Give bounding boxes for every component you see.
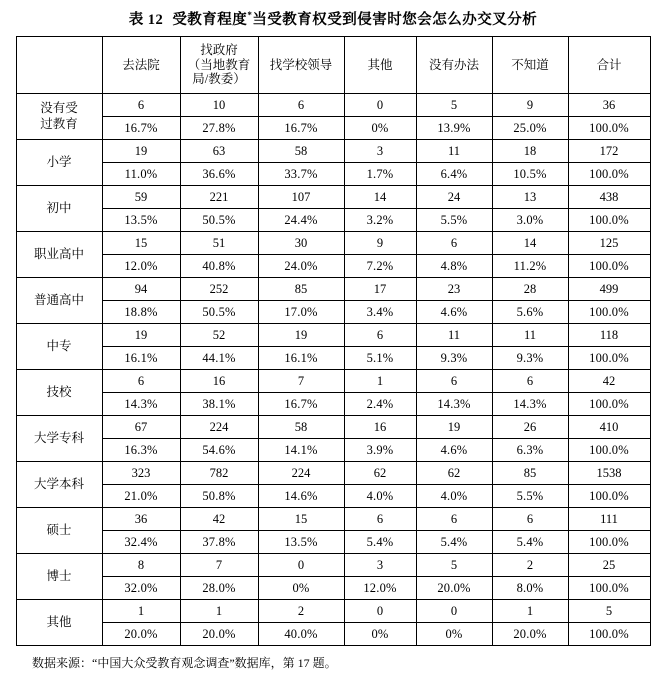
crosstab-table	[16, 36, 651, 646]
cell-count: 25	[568, 554, 650, 577]
table-row	[16, 301, 650, 324]
column-header-no-way	[416, 37, 492, 94]
row-label-regular-high	[16, 278, 102, 324]
cell-count: 0	[344, 94, 416, 117]
table-title-rest: 当受教育权受到侵害时您会怎么办交叉分析	[252, 12, 538, 28]
cell-count: 94	[102, 278, 180, 301]
cell-percent: 0%	[344, 117, 416, 140]
cell-percent: 1.7%	[344, 163, 416, 186]
column-header-line: 其他	[367, 57, 393, 72]
column-header-government	[180, 37, 258, 94]
cell-percent: 5.6%	[492, 301, 568, 324]
table-title	[0, 0, 666, 36]
cell-count: 224	[258, 462, 344, 485]
cell-percent: 36.6%	[180, 163, 258, 186]
cell-percent: 0%	[344, 623, 416, 646]
row-label-line: 博士	[46, 568, 72, 583]
cell-percent: 4.8%	[416, 255, 492, 278]
cell-count: 6	[258, 94, 344, 117]
cell-percent: 100.0%	[568, 301, 650, 324]
table-row	[16, 577, 650, 600]
cell-percent: 13.5%	[258, 531, 344, 554]
cell-percent: 16.3%	[102, 439, 180, 462]
cell-count: 13	[492, 186, 568, 209]
cell-count: 5	[568, 600, 650, 623]
cell-percent: 40.0%	[258, 623, 344, 646]
cell-percent: 5.4%	[344, 531, 416, 554]
cell-percent: 13.9%	[416, 117, 492, 140]
table-row	[16, 140, 650, 163]
cell-count: 7	[258, 370, 344, 393]
cell-percent: 4.6%	[416, 301, 492, 324]
row-label-line: 初中	[46, 200, 72, 215]
cell-percent: 5.5%	[492, 485, 568, 508]
cell-count: 11	[416, 140, 492, 163]
cell-percent: 13.5%	[102, 209, 180, 232]
cell-count: 23	[416, 278, 492, 301]
table-row	[16, 531, 650, 554]
cell-count: 85	[258, 278, 344, 301]
cell-count: 252	[180, 278, 258, 301]
cell-count: 19	[102, 324, 180, 347]
column-header-total	[568, 37, 650, 94]
cell-count: 63	[180, 140, 258, 163]
cell-count: 1	[492, 600, 568, 623]
cell-count: 410	[568, 416, 650, 439]
row-label-line: 小学	[46, 154, 72, 169]
cell-percent: 25.0%	[492, 117, 568, 140]
cell-count: 172	[568, 140, 650, 163]
cell-count: 14	[344, 186, 416, 209]
cell-count: 3	[344, 554, 416, 577]
column-header-line: 不知道	[511, 57, 549, 72]
cell-count: 52	[180, 324, 258, 347]
table-body	[16, 94, 650, 646]
cell-percent: 11.0%	[102, 163, 180, 186]
row-label-vocational-high	[16, 232, 102, 278]
cell-percent: 50.5%	[180, 301, 258, 324]
cell-count: 19	[102, 140, 180, 163]
cell-count: 2	[492, 554, 568, 577]
cell-percent: 10.5%	[492, 163, 568, 186]
table-row	[16, 278, 650, 301]
cell-count: 19	[416, 416, 492, 439]
cell-percent: 100.0%	[568, 209, 650, 232]
table-row	[16, 623, 650, 646]
cell-count: 42	[568, 370, 650, 393]
cell-count: 9	[492, 94, 568, 117]
cell-percent: 4.6%	[416, 439, 492, 462]
cell-percent: 12.0%	[102, 255, 180, 278]
column-header-line: 找学校领导	[269, 57, 333, 72]
cell-count: 1	[102, 600, 180, 623]
row-label-bachelor	[16, 462, 102, 508]
cell-count: 42	[180, 508, 258, 531]
cell-count: 15	[258, 508, 344, 531]
cell-count: 125	[568, 232, 650, 255]
column-header-court	[102, 37, 180, 94]
table-row	[16, 393, 650, 416]
table-row	[16, 416, 650, 439]
row-label-other	[16, 600, 102, 646]
cell-percent: 3.9%	[344, 439, 416, 462]
cell-percent: 4.0%	[416, 485, 492, 508]
cell-count: 0	[258, 554, 344, 577]
cell-percent: 38.1%	[180, 393, 258, 416]
row-label-line: 硕士	[46, 522, 72, 537]
cell-count: 59	[102, 186, 180, 209]
cell-count: 1538	[568, 462, 650, 485]
cell-percent: 16.7%	[102, 117, 180, 140]
cell-count: 62	[344, 462, 416, 485]
cell-percent: 100.0%	[568, 439, 650, 462]
cell-count: 36	[102, 508, 180, 531]
cell-count: 5	[416, 554, 492, 577]
cell-count: 14	[492, 232, 568, 255]
cell-count: 62	[416, 462, 492, 485]
cell-percent: 28.0%	[180, 577, 258, 600]
cell-percent: 27.8%	[180, 117, 258, 140]
table-row	[16, 209, 650, 232]
cell-count: 5	[416, 94, 492, 117]
table-title-text: 受教育程度	[172, 12, 248, 28]
cell-percent: 54.6%	[180, 439, 258, 462]
cell-count: 111	[568, 508, 650, 531]
cell-percent: 12.0%	[344, 577, 416, 600]
cell-count: 58	[258, 416, 344, 439]
cell-percent: 5.4%	[492, 531, 568, 554]
cell-count: 0	[416, 600, 492, 623]
cell-percent: 20.0%	[492, 623, 568, 646]
cell-count: 15	[102, 232, 180, 255]
row-label-line: 大学专科	[33, 430, 84, 445]
cell-count: 0	[344, 600, 416, 623]
cell-count: 6	[416, 508, 492, 531]
column-header-line: 局/教委）	[192, 72, 246, 87]
cell-percent: 24.0%	[258, 255, 344, 278]
cell-percent: 20.0%	[180, 623, 258, 646]
cell-percent: 6.3%	[492, 439, 568, 462]
cell-percent: 21.0%	[102, 485, 180, 508]
column-header-line: 没有办法	[428, 57, 479, 72]
table-row	[16, 163, 650, 186]
cell-percent: 24.4%	[258, 209, 344, 232]
cell-count: 28	[492, 278, 568, 301]
cell-percent: 50.8%	[180, 485, 258, 508]
cell-count: 107	[258, 186, 344, 209]
cell-percent: 37.8%	[180, 531, 258, 554]
cell-percent: 14.3%	[492, 393, 568, 416]
cell-percent: 16.1%	[258, 347, 344, 370]
cell-count: 6	[102, 94, 180, 117]
row-label-line: 过教育	[40, 116, 78, 131]
column-header-school-leader	[258, 37, 344, 94]
column-header-dont-know	[492, 37, 568, 94]
cell-count: 24	[416, 186, 492, 209]
cell-percent: 14.3%	[102, 393, 180, 416]
cell-count: 323	[102, 462, 180, 485]
cell-percent: 0%	[258, 577, 344, 600]
cell-percent: 100.0%	[568, 623, 650, 646]
table-row	[16, 554, 650, 577]
row-label-junior-high	[16, 186, 102, 232]
cell-percent: 100.0%	[568, 531, 650, 554]
cell-percent: 6.4%	[416, 163, 492, 186]
cell-count: 17	[344, 278, 416, 301]
cell-count: 438	[568, 186, 650, 209]
title-footnote-marker: *	[247, 10, 253, 21]
table-row	[16, 508, 650, 531]
cell-percent: 16.7%	[258, 117, 344, 140]
table-row	[16, 370, 650, 393]
cell-count: 2	[258, 600, 344, 623]
cell-count: 224	[180, 416, 258, 439]
cell-percent: 8.0%	[492, 577, 568, 600]
row-label-line: 中专	[46, 338, 72, 353]
cell-percent: 9.3%	[492, 347, 568, 370]
cell-percent: 4.0%	[344, 485, 416, 508]
row-label-line: 技校	[46, 384, 72, 399]
cell-percent: 9.3%	[416, 347, 492, 370]
row-label-secondary-specialized	[16, 324, 102, 370]
cell-percent: 17.0%	[258, 301, 344, 324]
cell-count: 11	[416, 324, 492, 347]
cell-count: 1	[344, 370, 416, 393]
row-label-doctor	[16, 554, 102, 600]
row-label-line: 大学本科	[33, 476, 84, 491]
cell-percent: 14.1%	[258, 439, 344, 462]
cell-count: 1	[180, 600, 258, 623]
cell-count: 6	[416, 370, 492, 393]
cell-count: 26	[492, 416, 568, 439]
cell-percent: 16.7%	[258, 393, 344, 416]
column-header-line: 合计	[596, 57, 622, 72]
cell-count: 6	[344, 324, 416, 347]
row-label-line: 普通高中	[33, 292, 84, 307]
column-header-line: 找政府	[200, 42, 238, 57]
cell-count: 3	[344, 140, 416, 163]
table-row	[16, 255, 650, 278]
cell-percent: 11.2%	[492, 255, 568, 278]
cell-count: 51	[180, 232, 258, 255]
row-label-college	[16, 416, 102, 462]
cell-percent: 3.4%	[344, 301, 416, 324]
row-label-master	[16, 508, 102, 554]
table-row	[16, 600, 650, 623]
header-row	[16, 37, 650, 94]
cell-count: 16	[344, 416, 416, 439]
row-label-line: 职业高中	[33, 246, 84, 261]
cell-percent: 5.4%	[416, 531, 492, 554]
cell-count: 221	[180, 186, 258, 209]
header-corner	[16, 37, 102, 94]
cell-percent: 100.0%	[568, 577, 650, 600]
cell-percent: 32.4%	[102, 531, 180, 554]
cell-count: 30	[258, 232, 344, 255]
cell-count: 6	[102, 370, 180, 393]
cell-count: 118	[568, 324, 650, 347]
cell-count: 499	[568, 278, 650, 301]
table-row	[16, 94, 650, 117]
cell-percent: 50.5%	[180, 209, 258, 232]
cell-percent: 32.0%	[102, 577, 180, 600]
table-row	[16, 186, 650, 209]
cell-percent: 5.1%	[344, 347, 416, 370]
table-row	[16, 324, 650, 347]
table-row	[16, 439, 650, 462]
cell-count: 9	[344, 232, 416, 255]
table-number: 表 12	[128, 12, 164, 28]
cell-percent: 20.0%	[416, 577, 492, 600]
column-header-other	[344, 37, 416, 94]
table-row	[16, 462, 650, 485]
cell-percent: 7.2%	[344, 255, 416, 278]
cell-percent: 3.2%	[344, 209, 416, 232]
cell-percent: 100.0%	[568, 485, 650, 508]
cell-percent: 16.1%	[102, 347, 180, 370]
cell-percent: 3.0%	[492, 209, 568, 232]
cell-percent: 33.7%	[258, 163, 344, 186]
cell-count: 36	[568, 94, 650, 117]
row-label-none	[16, 94, 102, 140]
row-label-line: 没有受	[40, 100, 78, 115]
column-header-line: （当地教育	[187, 57, 251, 72]
table-header	[16, 37, 650, 94]
cell-percent: 40.8%	[180, 255, 258, 278]
cell-count: 6	[416, 232, 492, 255]
cell-percent: 2.4%	[344, 393, 416, 416]
table-source-note: 数据来源：“中国大众受教育观念调查”数据库，第 17 题。	[32, 656, 337, 670]
table-row	[16, 485, 650, 508]
cell-percent: 0%	[416, 623, 492, 646]
row-label-technical-school	[16, 370, 102, 416]
cell-count: 8	[102, 554, 180, 577]
cell-percent: 100.0%	[568, 393, 650, 416]
cell-count: 16	[180, 370, 258, 393]
cell-count: 10	[180, 94, 258, 117]
cell-percent: 20.0%	[102, 623, 180, 646]
cell-percent: 14.6%	[258, 485, 344, 508]
cell-percent: 100.0%	[568, 347, 650, 370]
row-label-line: 其他	[46, 614, 72, 629]
row-label-primary	[16, 140, 102, 186]
cell-percent: 44.1%	[180, 347, 258, 370]
cell-percent: 18.8%	[102, 301, 180, 324]
cell-percent: 14.3%	[416, 393, 492, 416]
cell-count: 6	[492, 370, 568, 393]
cell-count: 782	[180, 462, 258, 485]
table-row	[16, 347, 650, 370]
cell-count: 7	[180, 554, 258, 577]
cell-count: 85	[492, 462, 568, 485]
cell-count: 6	[492, 508, 568, 531]
cell-percent: 100.0%	[568, 163, 650, 186]
cell-count: 11	[492, 324, 568, 347]
cell-percent: 100.0%	[568, 255, 650, 278]
cell-count: 58	[258, 140, 344, 163]
table-row	[16, 232, 650, 255]
table-row	[16, 117, 650, 140]
cell-percent: 5.5%	[416, 209, 492, 232]
cell-count: 67	[102, 416, 180, 439]
cell-count: 6	[344, 508, 416, 531]
cell-count: 18	[492, 140, 568, 163]
cell-percent: 100.0%	[568, 117, 650, 140]
column-header-line: 去法院	[122, 57, 160, 72]
cell-count: 19	[258, 324, 344, 347]
